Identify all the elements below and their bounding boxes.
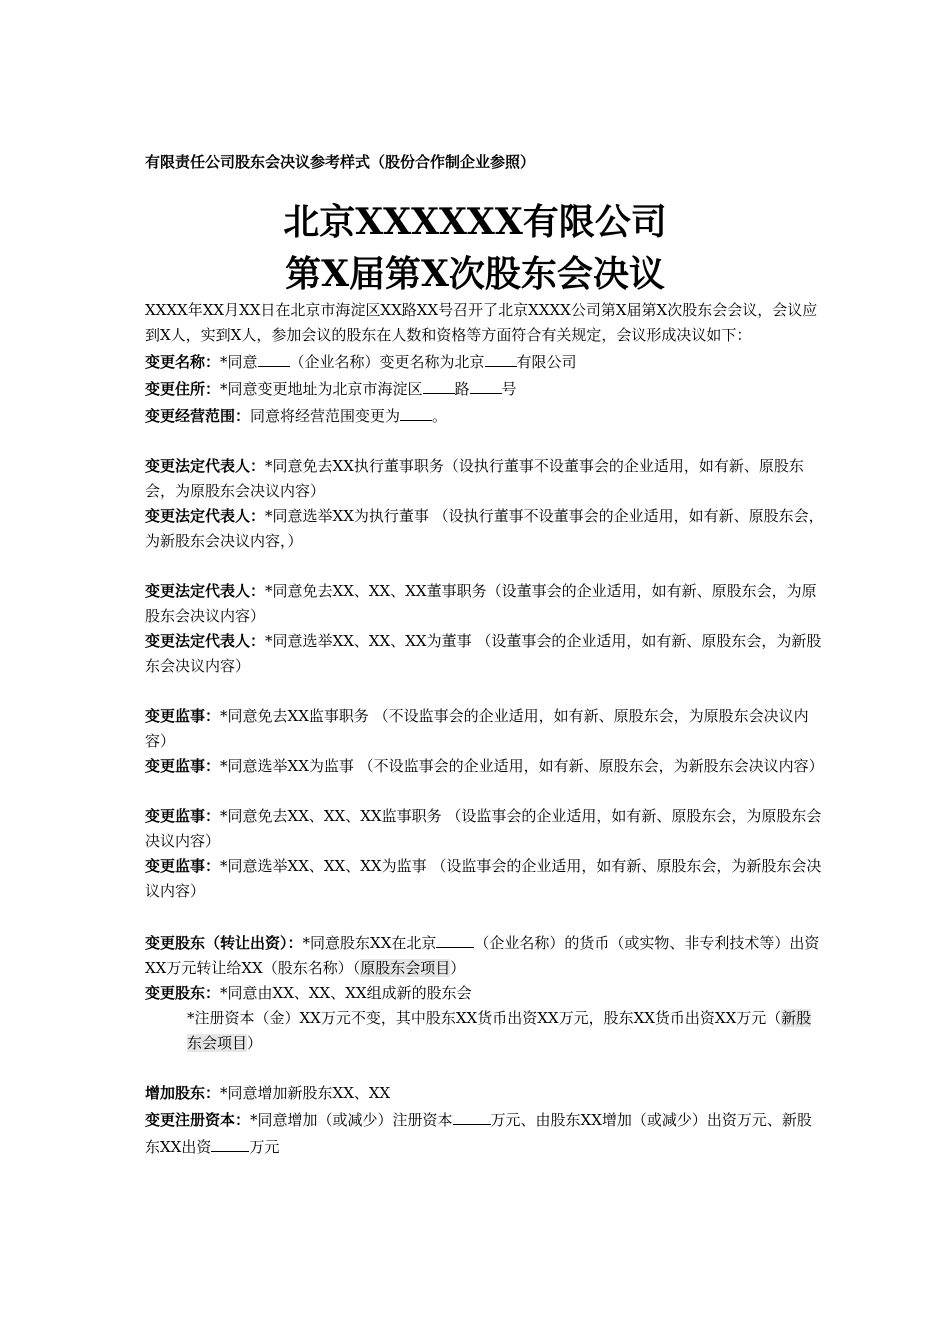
item-label: 变更监事： (145, 807, 221, 825)
item-text: *同意选举XX、XX、XX为董事 （设董事会的企业适用，如有新、原股东会，为新股东会决议内容） (145, 632, 822, 675)
item-label: 变更监事： (145, 857, 221, 875)
resolution-item (145, 754, 825, 779)
item-text: 路 (454, 380, 470, 398)
resolution-item (145, 1081, 825, 1106)
resolution-item (145, 454, 825, 504)
item-text: *同意免去XX、XX、XX监事职务 （设监事会的企业适用，如有新、原股东会，为原股东会决议内容） (145, 807, 822, 850)
item-text: *同意免去XX监事职务 （不设监事会的企业适用，如有新、原股东会，为原股东会决议内容） (145, 707, 809, 750)
resolution-item (145, 629, 825, 679)
item-label: 变更注册资本： (145, 1111, 251, 1129)
resolution-item (145, 929, 825, 981)
highlighted-note: 新股东会项目 (187, 1009, 812, 1052)
item-text: 万元、新股东XX出资 (145, 1111, 812, 1156)
document-heading: 有限责任公司股东会决议参考样式（股份合作制企业参照） (145, 153, 536, 171)
item-label: 变更监事： (145, 757, 221, 775)
resolution-item (145, 704, 825, 754)
resolution-item (145, 1006, 825, 1056)
blank-line (453, 1106, 491, 1125)
blank-line (211, 1133, 249, 1152)
item-label: 增加股东： (145, 1084, 221, 1102)
item-text: 有限公司 (516, 353, 577, 371)
item-text: （企业名称）的货币（或实物、非专利技术等）出资XX万元转让给XX（股东名称）（ (145, 934, 820, 977)
item-label: 变更法定代表人： (145, 632, 266, 650)
document-body (145, 298, 825, 1160)
item-label: 变更法定代表人： (145, 457, 266, 475)
item-text: *同意免去XX、XX、XX董事职务（设董事会的企业适用，如有新、原股东会，为原股东会决议内容） (145, 582, 817, 625)
resolution-item (145, 981, 825, 1006)
intro-paragraph: XXXX年XX月XX日在北京市海淀区XX路XX号召开了北京XXXX公司第X届第X次股东会会议，会议应到X人，实到X人，参加会议的股东在人数和资格等方面符合有关规定，会议形成决议如下： (145, 301, 818, 344)
item-text: *同意变更地址为北京市海淀区 (220, 380, 423, 398)
blank-line (485, 348, 517, 367)
item-text: ） (247, 1034, 263, 1052)
blank-line (258, 348, 290, 367)
item-text: *同意增加（或减少）注册资本 (250, 1111, 453, 1129)
item-label: 变更名称： (145, 353, 221, 371)
item-text: *同意选举XX为执行董事 （设执行董事不设董事会的企业适用，如有新、原股东会，为新股东会决议内容，） (145, 507, 824, 550)
resolution-item (145, 375, 825, 402)
resolution-item (145, 579, 825, 629)
item-text: *同意由XX、XX、XX组成新的股东会 (220, 984, 472, 1002)
item-text: *同意选举XX、XX、XX为监事 （设监事会的企业适用，如有新、原股东会，为新股东会决议内容） (145, 857, 822, 900)
resolution-item (145, 804, 825, 854)
resolution-item (145, 854, 825, 904)
item-text: *同意选举XX为监事 （不设监事会的企业适用，如有新、原股东会，为新股东会决议内容） (220, 757, 824, 775)
item-label: 变更住所： (145, 380, 221, 398)
item-label: 变更经营范围： (145, 407, 251, 425)
item-text: （企业名称）变更名称为北京 (289, 353, 485, 371)
blank-line (400, 402, 432, 421)
company-title: 北京XXXXXX有限公司 (283, 201, 667, 243)
item-label: 变更股东（转让出资）： (145, 934, 303, 952)
item-text: 。 (432, 407, 448, 425)
item-text: *同意 (220, 353, 258, 371)
item-label: 变更监事： (145, 707, 221, 725)
item-text: *注册资本（金）XX万元不变，其中股东XX货币出资XX万元，股东XX货币出资XX万元（ (187, 1009, 782, 1027)
blank-line (436, 929, 474, 948)
resolution-item (145, 402, 825, 429)
item-label: 变更股东： (145, 984, 221, 1002)
item-text: 万元 (249, 1138, 280, 1156)
blank-line (470, 375, 502, 394)
item-text: 同意将经营范围变更为 (250, 407, 401, 425)
item-text: *同意增加新股东XX、XX (220, 1084, 391, 1102)
item-text: *同意免去XX执行董事职务（设执行董事不设董事会的企业适用，如有新、原股东会，为原股东会决议内容） (145, 457, 804, 500)
blank-line (423, 375, 455, 394)
resolution-title: 第X届第X次股东会决议 (285, 253, 665, 295)
item-text: *同意股东XX在北京 (302, 934, 437, 952)
item-label: 变更法定代表人： (145, 582, 266, 600)
item-label: 变更法定代表人： (145, 507, 266, 525)
item-text: ） (450, 959, 466, 977)
resolution-item (145, 1106, 825, 1160)
item-text: 万元、由股东XX增加（或减少）出资 (490, 1111, 737, 1129)
highlighted-note: 原股东会项目 (360, 959, 451, 977)
item-text: 号 (501, 380, 517, 398)
resolution-item (145, 504, 825, 554)
resolution-item (145, 348, 825, 375)
